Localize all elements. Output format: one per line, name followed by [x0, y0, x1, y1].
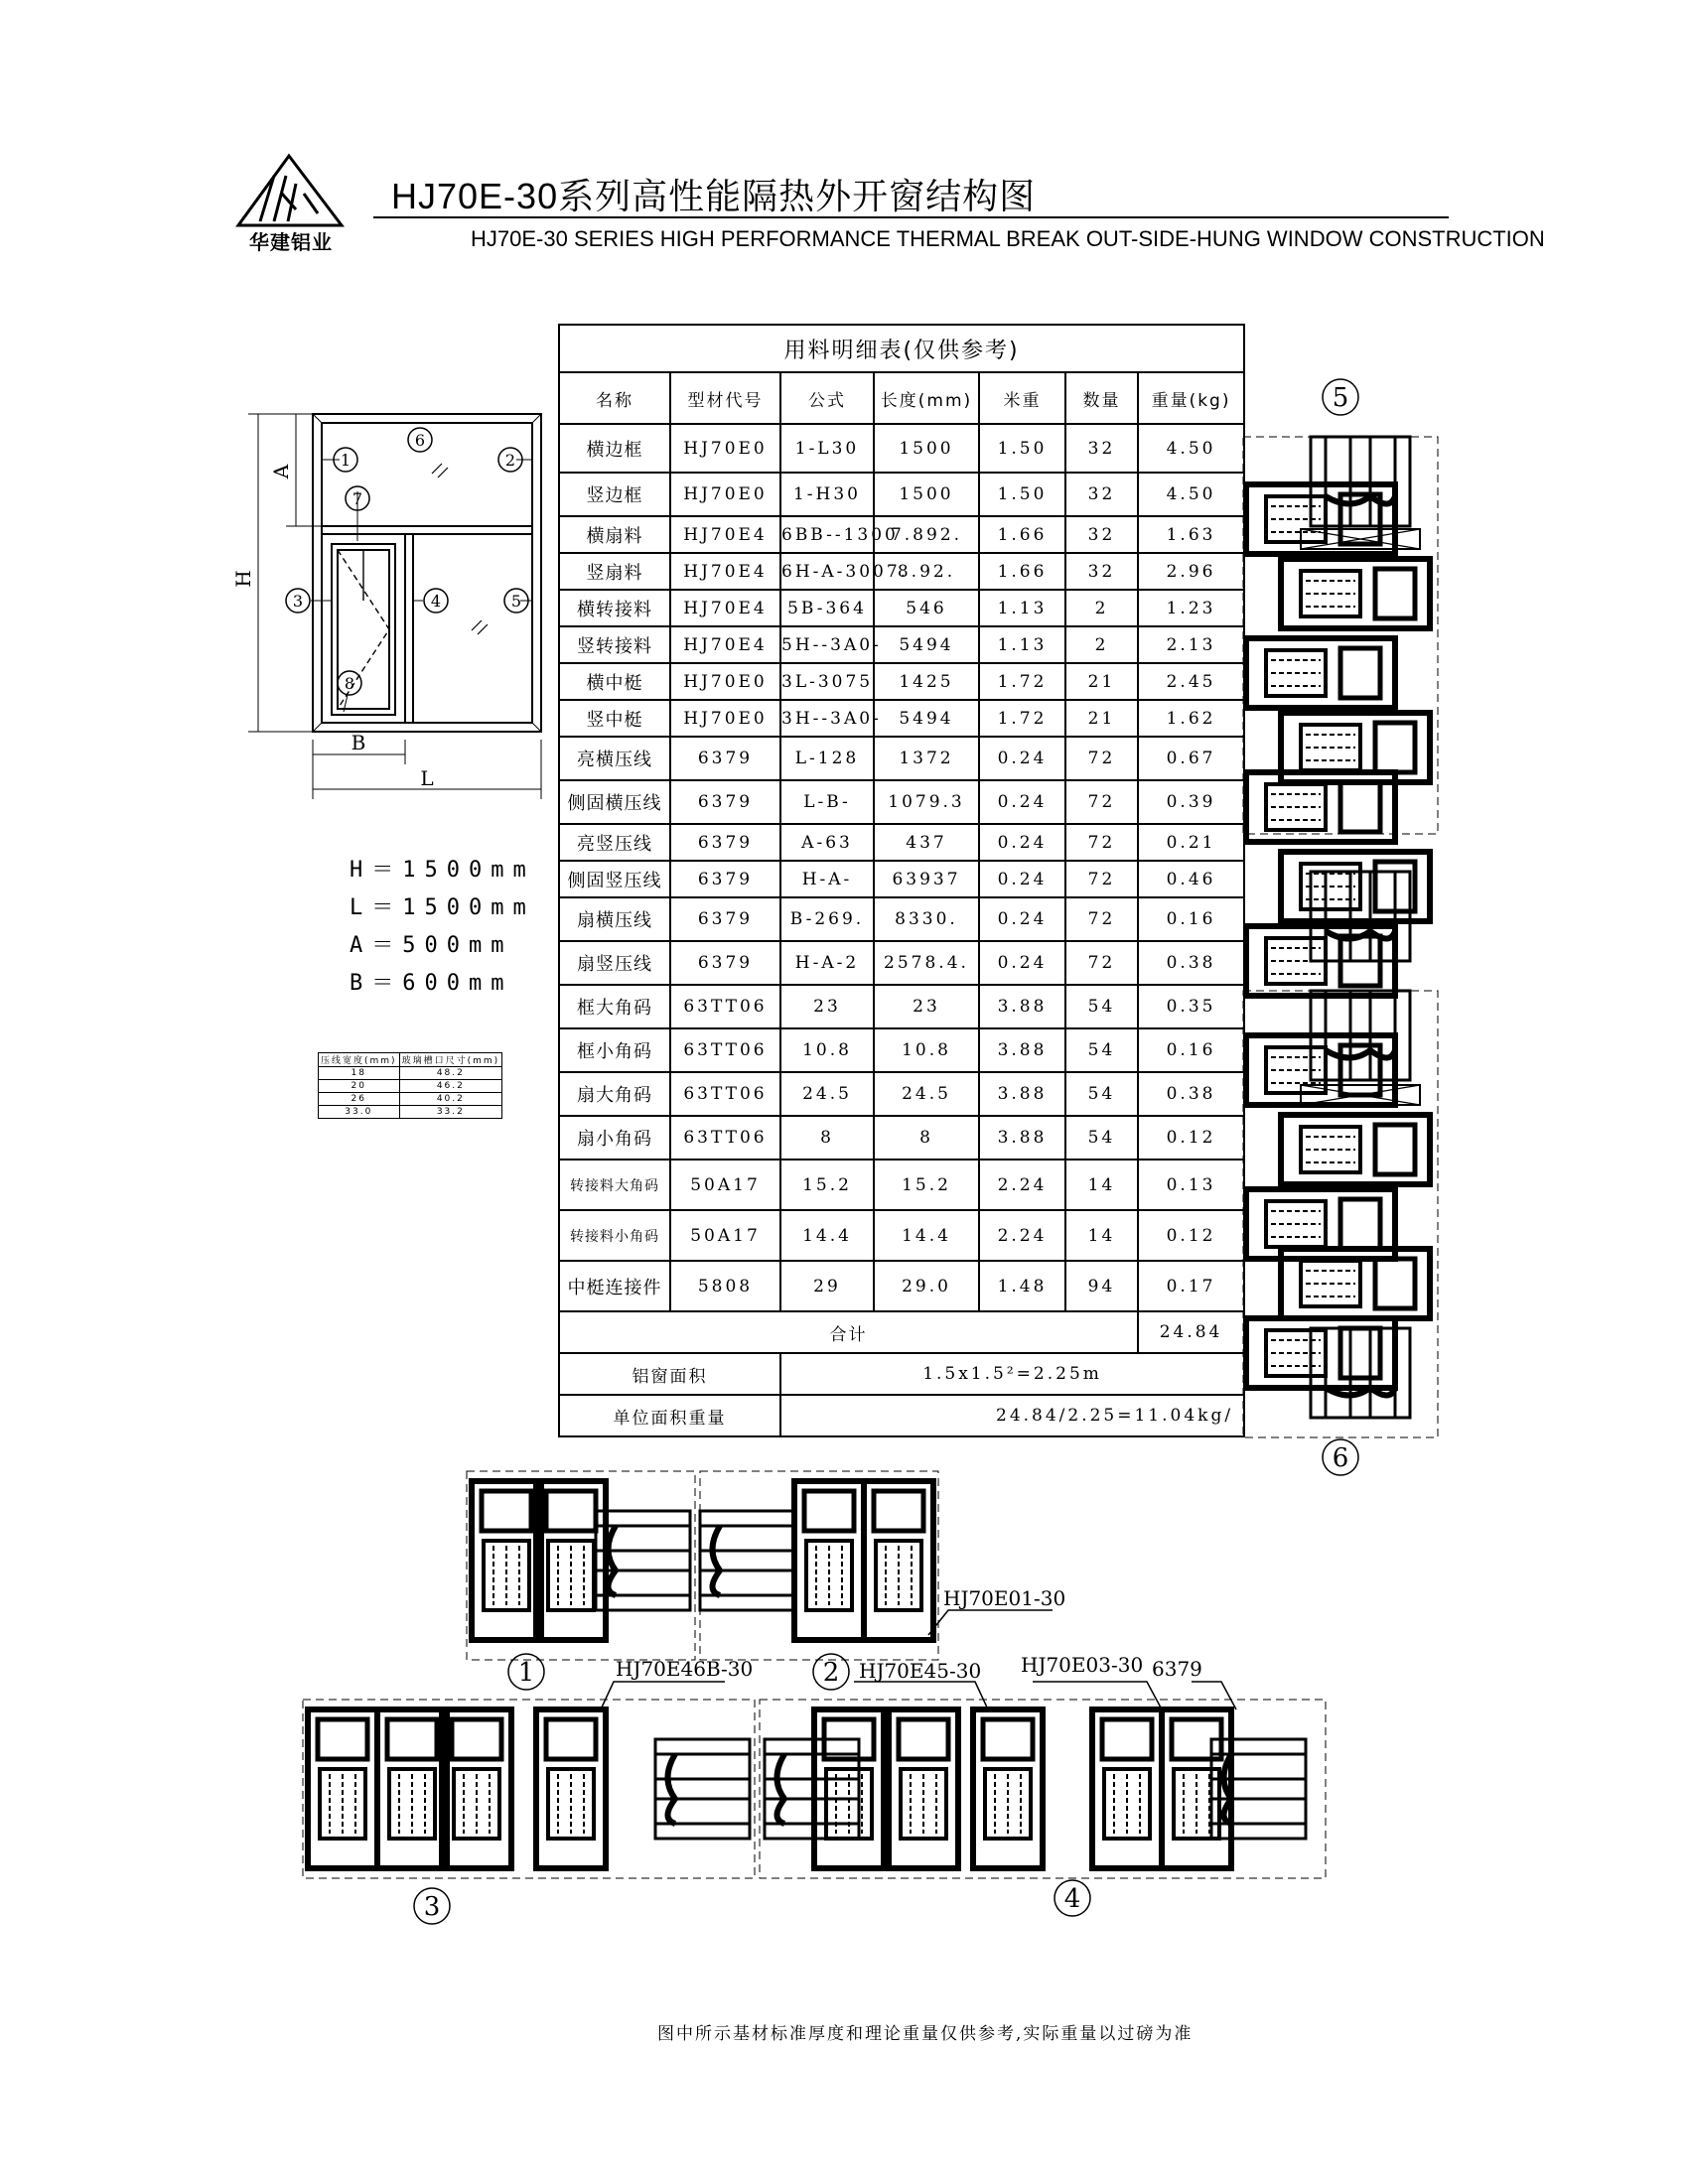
- label-hj70e03: HJ70E03-30: [1021, 1653, 1144, 1677]
- material-name: 转接料小角码: [559, 1210, 670, 1261]
- table-cell: 0.24: [979, 861, 1065, 897]
- table-cell: 6379: [670, 824, 780, 861]
- table-cell: 63937: [874, 861, 979, 897]
- table-cell: 0.67: [1138, 737, 1244, 780]
- table-cell: 5H--3A0-: [780, 626, 874, 663]
- table-row: [559, 1160, 1244, 1210]
- footnote: 图中所示基材标准厚度和理论重量仅供参考,实际重量以过磅为准: [657, 2024, 1194, 2044]
- table-cell: 0.16: [1138, 897, 1244, 941]
- table-cell: 2.24: [979, 1160, 1065, 1210]
- table-cell: 50A17: [670, 1160, 780, 1210]
- table-row: [559, 780, 1244, 824]
- table-cell: 32: [1065, 473, 1138, 516]
- material-name: 横转接料: [559, 590, 670, 626]
- table-cell: 2: [1065, 626, 1138, 663]
- table-body: [559, 424, 1244, 1311]
- dim-l: L＝1500mm: [350, 895, 535, 920]
- svg-text:4: 4: [430, 592, 442, 611]
- table-cell: 0.38: [1138, 941, 1244, 985]
- svg-text:L: L: [420, 766, 434, 790]
- table-row: [559, 1116, 1244, 1160]
- material-table: [558, 324, 1245, 1437]
- table-cell: 24.5: [780, 1072, 874, 1116]
- table-cell: 23: [874, 985, 979, 1028]
- table-cell: 2.24: [979, 1210, 1065, 1261]
- svg-text:4: 4: [1063, 1884, 1081, 1914]
- table-cell: 50A17: [670, 1210, 780, 1261]
- table-cell: HJ70E0: [670, 473, 780, 516]
- dim-b: B＝600mm: [350, 971, 513, 996]
- table-cell: 3L-3075: [780, 663, 874, 700]
- table-cell: 63TT06: [670, 1028, 780, 1072]
- table-cell: 1.72: [979, 663, 1065, 700]
- label-hj70e01: HJ70E01-30: [943, 1586, 1066, 1610]
- table-cell: 0.24: [979, 780, 1065, 824]
- table-cell: 1425: [874, 663, 979, 700]
- table-cell: 15.2: [874, 1160, 979, 1210]
- table-row: [559, 424, 1244, 473]
- table-cell: 1-L30: [780, 424, 874, 473]
- table-cell: 1.66: [979, 516, 1065, 553]
- glass-slot-header: 玻璃槽口尺寸(mm): [399, 1053, 502, 1067]
- title-divider: [373, 216, 1449, 218]
- table-cell: 15.2: [780, 1160, 874, 1210]
- table-cell: 0.24: [979, 897, 1065, 941]
- table-cell: H-A-2: [780, 941, 874, 985]
- table-cell: 1.13: [979, 626, 1065, 663]
- material-name: 竖边框: [559, 473, 670, 516]
- table-cell: 72: [1065, 824, 1138, 861]
- table-row: [559, 1210, 1244, 1261]
- table-cell: 29.0: [874, 1261, 979, 1311]
- table-cell: 14.4: [780, 1210, 874, 1261]
- cell: 26: [319, 1093, 400, 1106]
- table-row: [559, 1261, 1244, 1311]
- label-6379: 6379: [1152, 1657, 1202, 1681]
- table-cell: 1500: [874, 473, 979, 516]
- col-header: 数量: [1065, 372, 1138, 424]
- table-row: [559, 985, 1244, 1028]
- table-row: [559, 516, 1244, 553]
- table-cell: L-B-: [780, 780, 874, 824]
- table-row: [559, 700, 1244, 737]
- table-row: [559, 897, 1244, 941]
- table-cell: 3.88: [979, 1028, 1065, 1072]
- table-cell: 54: [1065, 985, 1138, 1028]
- svg-text:1: 1: [340, 451, 352, 470]
- cell: 18: [319, 1067, 400, 1080]
- table-cell: 437: [874, 824, 979, 861]
- svg-text:5: 5: [1332, 383, 1349, 413]
- dim-h: H＝1500mm: [350, 858, 535, 883]
- table-cell: 72: [1065, 941, 1138, 985]
- table-row: [559, 941, 1244, 985]
- table-cell: 1.72: [979, 700, 1065, 737]
- bead-size-table: [318, 1052, 502, 1119]
- table-cell: 72: [1065, 861, 1138, 897]
- table-cell: H-A-: [780, 861, 874, 897]
- table-cell: 1.62: [1138, 700, 1244, 737]
- material-name: 竖中梃: [559, 700, 670, 737]
- table-cell: 1500: [874, 424, 979, 473]
- table-cell: HJ70E4: [670, 626, 780, 663]
- table-cell: 6H-A-3007.: [780, 553, 874, 590]
- table-cell: 10.8: [874, 1028, 979, 1072]
- table-cell: 2.45: [1138, 663, 1244, 700]
- svg-text:5: 5: [510, 592, 522, 611]
- material-name: 框大角码: [559, 985, 670, 1028]
- table-cell: 1079.3: [874, 780, 979, 824]
- table-cell: A-63: [780, 824, 874, 861]
- col-header: 长度(mm): [874, 372, 979, 424]
- table-cell: 4.50: [1138, 473, 1244, 516]
- svg-text:7: 7: [352, 489, 363, 508]
- table-cell: 1.63: [1138, 516, 1244, 553]
- table-row: [559, 553, 1244, 590]
- table-cell: 0.38: [1138, 1072, 1244, 1116]
- material-name: 转接料大角码: [559, 1160, 670, 1210]
- window-elevation-diagram: [228, 402, 566, 799]
- table-cell: 54: [1065, 1116, 1138, 1160]
- table-row: [559, 663, 1244, 700]
- table-cell: 0.21: [1138, 824, 1244, 861]
- table-row: [559, 737, 1244, 780]
- table-cell: 5494: [874, 626, 979, 663]
- area-value: 1.5x1.5²=2.25m: [780, 1353, 1244, 1395]
- table-row: [559, 590, 1244, 626]
- cell: 40.2: [399, 1093, 502, 1106]
- col-header: 米重: [979, 372, 1065, 424]
- table-cell: 72: [1065, 737, 1138, 780]
- table-cell: 546: [874, 590, 979, 626]
- bead-width-header: 压线宽度(mm): [319, 1053, 400, 1067]
- page-subtitle: HJ70E-30 SERIES HIGH PERFORMANCE THERMAL BREAK OUT-SIDE-HUNG WINDOW CONSTRUCTION: [471, 226, 1545, 251]
- table-cell: 1.50: [979, 473, 1065, 516]
- table-cell: 32: [1065, 424, 1138, 473]
- table-cell: 6BB--1300: [780, 516, 874, 553]
- logo-text: 华建铝业: [249, 230, 333, 254]
- table-cell: 54: [1065, 1072, 1138, 1116]
- table-cell: HJ70E0: [670, 700, 780, 737]
- total-value: 24.84: [1138, 1311, 1244, 1353]
- table-cell: 63TT06: [670, 985, 780, 1028]
- page-title: HJ70E-30系列高性能隔热外开窗结构图: [391, 176, 1037, 216]
- table-cell: 0.24: [979, 737, 1065, 780]
- material-name: 竖转接料: [559, 626, 670, 663]
- table-cell: 0.17: [1138, 1261, 1244, 1311]
- dimension-list: [350, 852, 535, 1003]
- table-cell: 23: [780, 985, 874, 1028]
- table-cell: 21: [1065, 700, 1138, 737]
- table-cell: 8: [780, 1116, 874, 1160]
- material-name: 扇大角码: [559, 1072, 670, 1116]
- col-header: 名称: [559, 372, 670, 424]
- svg-text:A: A: [269, 464, 293, 479]
- table-cell: 24.5: [874, 1072, 979, 1116]
- table-cell: 0.46: [1138, 861, 1244, 897]
- material-name: 扇小角码: [559, 1116, 670, 1160]
- svg-text:6: 6: [414, 431, 426, 450]
- table-cell: 94: [1065, 1261, 1138, 1311]
- table-cell: 6379: [670, 941, 780, 985]
- table-cell: 32: [1065, 553, 1138, 590]
- material-name: 侧固横压线: [559, 780, 670, 824]
- svg-text:3: 3: [423, 1892, 441, 1922]
- material-name: 扇竖压线: [559, 941, 670, 985]
- material-name: 竖扇料: [559, 553, 670, 590]
- label-hj70e45: HJ70E45-30: [859, 1659, 982, 1683]
- svg-text:2: 2: [822, 1658, 840, 1688]
- table-row: [559, 861, 1244, 897]
- svg-text:H: H: [231, 570, 255, 588]
- label-hj70e46b: HJ70E46B-30: [616, 1657, 754, 1681]
- table-cell: 4.50: [1138, 424, 1244, 473]
- table-cell: HJ70E4: [670, 516, 780, 553]
- area-label: 铝窗面积: [559, 1353, 780, 1395]
- svg-text:8: 8: [344, 674, 355, 693]
- table-cell: 0.13: [1138, 1160, 1244, 1210]
- table-cell: 14.4: [874, 1210, 979, 1261]
- table-cell: HJ70E0: [670, 663, 780, 700]
- horizontal-section-drawing: [298, 1451, 1331, 1928]
- table-cell: 2.96: [1138, 553, 1244, 590]
- table-cell: 5808: [670, 1261, 780, 1311]
- material-name: 横中梃: [559, 663, 670, 700]
- table-cell: 0.39: [1138, 780, 1244, 824]
- table-cell: 6379: [670, 861, 780, 897]
- table-cell: 54: [1065, 1028, 1138, 1072]
- table-cell: 7.892.: [874, 516, 979, 553]
- table-row: [559, 473, 1244, 516]
- table-row: [559, 1028, 1244, 1072]
- table-caption: 用料明细表(仅供参考): [559, 325, 1244, 372]
- table-row: [559, 824, 1244, 861]
- material-name: 中梃连接件: [559, 1261, 670, 1311]
- cell: 20: [319, 1080, 400, 1093]
- table-cell: 3.88: [979, 1072, 1065, 1116]
- material-name: 亮横压线: [559, 737, 670, 780]
- cell: 46.2: [399, 1080, 502, 1093]
- material-name: 横扇料: [559, 516, 670, 553]
- svg-text:B: B: [351, 731, 366, 754]
- table-cell: 0.12: [1138, 1116, 1244, 1160]
- table-cell: 14: [1065, 1160, 1138, 1210]
- table-row: [559, 626, 1244, 663]
- table-cell: 14: [1065, 1210, 1138, 1261]
- table-cell: B-269.: [780, 897, 874, 941]
- table-cell: 8330.: [874, 897, 979, 941]
- total-label: 合计: [559, 1311, 1138, 1353]
- table-cell: 72: [1065, 897, 1138, 941]
- cell: 33.2: [399, 1106, 502, 1119]
- material-name: 横边框: [559, 424, 670, 473]
- unit-weight-value: 24.84/2.25=11.04kg/: [780, 1395, 1244, 1436]
- table-cell: 2: [1065, 590, 1138, 626]
- table-cell: 0.12: [1138, 1210, 1244, 1261]
- table-cell: 8.92.: [874, 553, 979, 590]
- svg-text:2: 2: [504, 451, 516, 470]
- svg-text:6: 6: [1332, 1443, 1349, 1473]
- table-cell: HJ70E4: [670, 553, 780, 590]
- table-cell: HJ70E4: [670, 590, 780, 626]
- table-cell: 3H--3A0-: [780, 700, 874, 737]
- table-cell: 72: [1065, 780, 1138, 824]
- table-cell: 1.66: [979, 553, 1065, 590]
- table-cell: 29: [780, 1261, 874, 1311]
- table-cell: 8: [874, 1116, 979, 1160]
- table-cell: 6379: [670, 737, 780, 780]
- material-name: 框小角码: [559, 1028, 670, 1072]
- table-cell: 5B-364: [780, 590, 874, 626]
- unit-weight-label: 单位面积重量: [559, 1395, 780, 1436]
- table-cell: 5494: [874, 700, 979, 737]
- material-name: 侧固竖压线: [559, 861, 670, 897]
- table-cell: 32: [1065, 516, 1138, 553]
- table-cell: 63TT06: [670, 1116, 780, 1160]
- vertical-section-drawing: [1241, 375, 1460, 1487]
- table-cell: 0.16: [1138, 1028, 1244, 1072]
- table-cell: 63TT06: [670, 1072, 780, 1116]
- svg-text:3: 3: [292, 592, 304, 611]
- table-cell: 3.88: [979, 1116, 1065, 1160]
- table-cell: 21: [1065, 663, 1138, 700]
- table-cell: 1372: [874, 737, 979, 780]
- svg-text:1: 1: [517, 1658, 535, 1688]
- table-cell: 1-H30: [780, 473, 874, 516]
- table-cell: 3.88: [979, 985, 1065, 1028]
- table-cell: 0.24: [979, 824, 1065, 861]
- col-header: 重量(kg): [1138, 372, 1244, 424]
- table-cell: L-128: [780, 737, 874, 780]
- material-name: 亮竖压线: [559, 824, 670, 861]
- table-cell: 10.8: [780, 1028, 874, 1072]
- table-cell: 2.13: [1138, 626, 1244, 663]
- table-cell: 2578.4.: [874, 941, 979, 985]
- cell: 48.2: [399, 1067, 502, 1080]
- table-cell: 0.24: [979, 941, 1065, 985]
- table-cell: HJ70E0: [670, 424, 780, 473]
- table-cell: 1.48: [979, 1261, 1065, 1311]
- material-name: 扇横压线: [559, 897, 670, 941]
- table-cell: 6379: [670, 897, 780, 941]
- dim-a: A＝500mm: [350, 933, 513, 958]
- table-row: [559, 1072, 1244, 1116]
- table-cell: 6379: [670, 780, 780, 824]
- table-cell: 1.50: [979, 424, 1065, 473]
- col-header: 公式: [780, 372, 874, 424]
- table-cell: 1.13: [979, 590, 1065, 626]
- cell: 33.0: [319, 1106, 400, 1119]
- table-cell: 0.35: [1138, 985, 1244, 1028]
- col-header: 型材代号: [670, 372, 780, 424]
- table-cell: 1.23: [1138, 590, 1244, 626]
